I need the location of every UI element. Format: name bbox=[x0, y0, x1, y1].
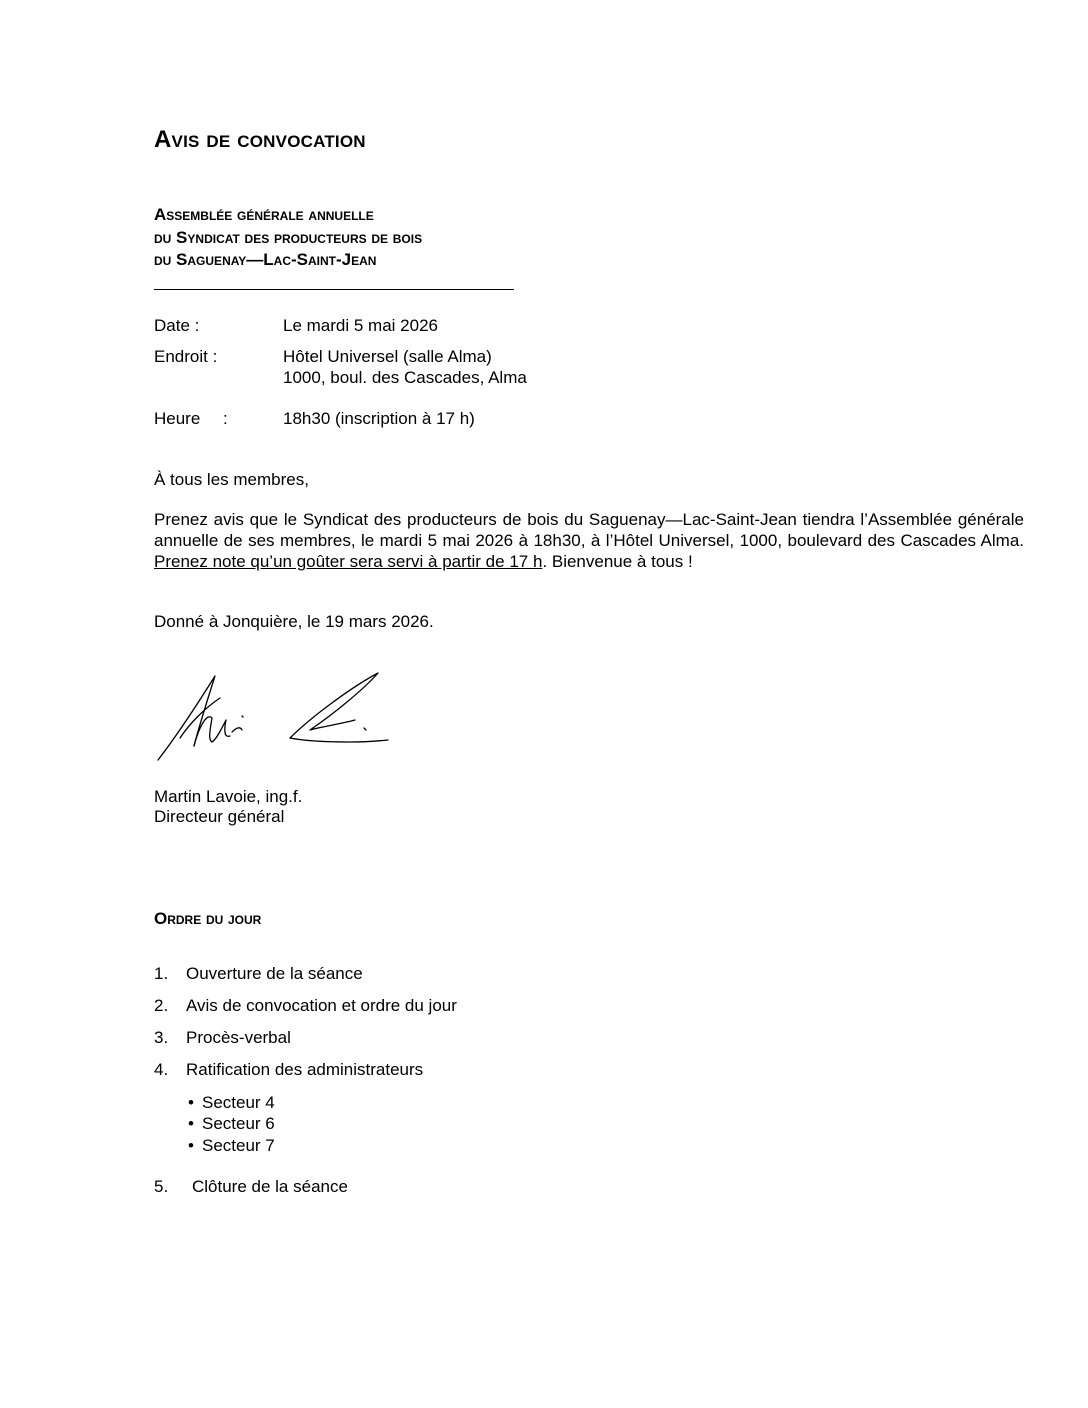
place-label: Endroit : bbox=[154, 347, 218, 366]
given-at-line: Donné à Jonquière, le 19 mars 2026. bbox=[154, 612, 434, 631]
time-colon: : bbox=[223, 409, 228, 428]
agenda-item-text: Procès-verbal bbox=[186, 1028, 291, 1047]
paragraph-underlined-note: Prenez note qu’un goûter sera servi à partir de 17 h bbox=[154, 552, 543, 571]
page-title: Avis de convocation bbox=[154, 126, 366, 153]
agenda-item-number: 3. bbox=[154, 1028, 169, 1047]
agenda-item-text: Ratification des administrateurs bbox=[186, 1060, 424, 1079]
time-value: 18h30 (inscription à 17 h) bbox=[283, 409, 475, 428]
agenda-sub-item: Secteur 7 bbox=[202, 1136, 275, 1155]
agenda-item-number: 4. bbox=[154, 1060, 169, 1079]
agenda-heading: Ordre du jour bbox=[154, 909, 262, 928]
subtitle-line-1: Assemblée générale annuelle bbox=[154, 205, 374, 224]
agenda-item-number: 1. bbox=[154, 964, 169, 983]
place-line-2: 1000, boul. des Cascades, Alma bbox=[283, 368, 527, 387]
bullet-icon: • bbox=[188, 1093, 194, 1112]
notice-paragraph bbox=[154, 509, 1024, 572]
subtitle-line-3: du Saguenay—Lac-Saint-Jean bbox=[154, 250, 377, 269]
subtitle-line-2: du Syndicat des producteurs de bois bbox=[154, 228, 423, 247]
agenda-sub-item: Secteur 4 bbox=[202, 1093, 275, 1112]
agenda-item-text: Avis de convocation et ordre du jour bbox=[186, 996, 457, 1015]
place-line-1: Hôtel Universel (salle Alma) bbox=[283, 347, 492, 366]
bullet-icon: • bbox=[188, 1114, 194, 1133]
time-label: Heure bbox=[154, 409, 201, 428]
agenda-item-text: Ouverture de la séance bbox=[186, 964, 363, 983]
date-value: Le mardi 5 mai 2026 bbox=[283, 316, 438, 335]
title-divider bbox=[154, 289, 514, 290]
signatory-role: Directeur général bbox=[154, 807, 285, 826]
handwritten-signature bbox=[150, 668, 400, 768]
signatory-name: Martin Lavoie, ing.f. bbox=[154, 787, 303, 806]
agenda-sub-item: Secteur 6 bbox=[202, 1114, 275, 1133]
paragraph-text-2: . Bienvenue à tous ! bbox=[542, 552, 693, 571]
agenda-item-text: Clôture de la séance bbox=[192, 1177, 348, 1196]
paragraph-text-1: Prenez avis que le Syndicat des producteurs de bois du Saguenay—Lac-Saint-Jean tiendra l’Assemblée générale annuelle de ses membres, le mardi 5 mai 2026 à 18h30, à l’Hôtel Universel, 1000, boulevard des Cascades Alma. bbox=[154, 510, 1024, 550]
bullet-icon: • bbox=[188, 1136, 194, 1155]
agenda-item-number: 2. bbox=[154, 996, 169, 1015]
date-label: Date : bbox=[154, 316, 200, 335]
agenda-item-number: 5. bbox=[154, 1177, 169, 1196]
salutation: À tous les membres, bbox=[154, 470, 309, 489]
